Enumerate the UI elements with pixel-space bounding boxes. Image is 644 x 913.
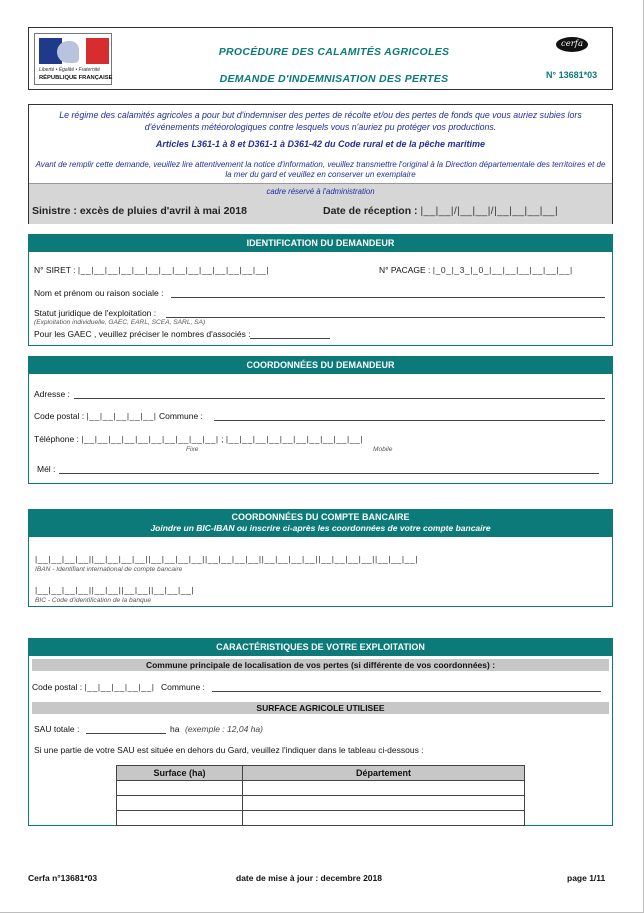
exploitation-cp-field[interactable]: |__|__|__|__|__| [84, 682, 155, 692]
siret-label: N° SIRET : [34, 265, 76, 275]
outside-gard-text: Si une partie de votre SAU est située en dehors du Gard, veuillez l'indiquer dans le tableau ci-dessous : [34, 745, 424, 755]
date-reception-label: Date de réception : [323, 205, 418, 217]
siret-row [34, 265, 269, 275]
phone-fixe-field[interactable]: |__|__|__|__|__|__|__|__|__|__| [81, 434, 219, 444]
footer-update-date: date de mise à jour : decembre 2018 [236, 873, 382, 883]
sau-example: (exemple : 12,04 ha) [185, 724, 263, 734]
mobile-caption: Mobile [373, 446, 393, 453]
admin-reserved-box [29, 183, 612, 224]
form-header [28, 27, 613, 90]
identification-section [28, 234, 613, 346]
bank-section [28, 509, 613, 607]
bank-heading: COORDONNÉES DU COMPTE BANCAIRE [231, 512, 410, 522]
mel-field[interactable] [59, 473, 599, 474]
bank-heading-block [29, 510, 612, 537]
statut-label: Statut juridique de l'exploitation : [34, 308, 157, 318]
table-header-departement: Département [243, 766, 525, 781]
address-field[interactable] [74, 398, 605, 399]
name-label: Nom et prénom ou raison sociale : [34, 288, 164, 298]
exploitation-heading: CARACTÉRISTIQUES DE VOTRE EXPLOITATION [29, 639, 612, 656]
pacage-field[interactable]: |_0_|_3_|_0_|__|__|__|__|__|__| [432, 265, 573, 275]
sau-bar: SURFACE AGRICOLE UTILISEE [32, 702, 609, 714]
sau-unit: ha [170, 724, 180, 734]
cp-label: Code postal : [34, 411, 85, 421]
pacage-row [379, 265, 573, 275]
date-reception-field[interactable]: |__|__|/|__|__|/|__|__|__|__| [420, 206, 559, 217]
exploitation-cp-label: Code postal : [32, 682, 83, 692]
exploitation-commune-label: Commune : [160, 682, 205, 692]
fixe-caption: Fixe [186, 446, 199, 453]
iban-caption: IBAN - Identifiant international de compte bancaire [35, 566, 183, 573]
phone-row [34, 434, 363, 444]
statut-field[interactable] [166, 317, 605, 318]
bic-caption: BIC - Code d'identification de la banque [35, 597, 151, 604]
exploitation-cp-row [32, 682, 205, 692]
logo-motto: Liberté • Égalité • Fraternité [39, 67, 101, 73]
exploitation-commune-field[interactable] [212, 691, 601, 692]
table-row [117, 811, 525, 826]
statut-hint: (Exploitation individuelle, GAEC, EARL, SCEA, SARL, SA) [34, 319, 206, 326]
exploitation-section [28, 638, 613, 826]
marianne-flag-icon [39, 38, 109, 64]
address-label: Adresse : [34, 389, 70, 399]
intro-articles: Articles L361-1 à 8 et D361-1 à D361-42 du Code rural et de la pêche maritime [155, 139, 486, 149]
sinistre-label: Sinistre : excès de pluies d'avril à mai 2018 [32, 205, 247, 217]
cp-field[interactable]: |__|__|__|__|__| [86, 411, 157, 421]
table-row [117, 796, 525, 811]
admin-caption: cadre réservé à l'administration [266, 187, 375, 196]
name-field[interactable] [171, 297, 605, 298]
footer-page-number: page 1/11 [567, 873, 606, 883]
iban-field[interactable]: |__|__|__|__||__|__|__|__||__|__|__|__||__|__|__|__||__|__|__|__||__|__|__|__||__|__|__| [35, 554, 419, 564]
surface-cell[interactable] [117, 796, 243, 811]
pacage-label: N° PACAGE : [379, 265, 431, 275]
commune-bar: Commune principale de localisation de vos pertes (si différente de vos coordonnées) : [32, 659, 609, 671]
table-header-surface: Surface (ha) [117, 766, 243, 781]
gaec-field[interactable] [250, 338, 330, 339]
surface-cell[interactable] [117, 811, 243, 826]
date-reception [323, 205, 558, 217]
sau-field[interactable] [86, 733, 166, 734]
footer-cerfa: Cerfa n°13681*03 [28, 873, 98, 883]
mel-label: Mél : [37, 464, 56, 474]
cp-row [34, 411, 203, 421]
intro-box [28, 104, 613, 224]
intro-instructions: Avant de remplir cette demande, veuillez lire attentivement la notice d'information, veuillez transmettre l'original à la Direction départementale des territoires et de la mer du gard et veuillez en conserver un exemplaire [35, 160, 606, 179]
commune-label: Commune : [158, 411, 203, 421]
bic-field[interactable]: |__|__|__|__||__|__||__|__||__|__|__| [35, 585, 195, 595]
form-title-line1: PROCÉDURE DES CALAMITÉS AGRICOLES [218, 46, 450, 58]
republique-francaise-logo [34, 33, 112, 85]
cerfa-logo: cerfa [556, 37, 588, 52]
coordonnees-section [28, 356, 613, 484]
gaec-label: Pour les GAEC , veuillez préciser le nombres d'associés : [34, 329, 251, 339]
sau-label: SAU totale : [34, 724, 80, 734]
coordonnees-heading: COORDONNÉES DU DEMANDEUR [29, 357, 612, 374]
commune-field[interactable] [214, 420, 605, 421]
siret-field[interactable]: |__|__|__|__|__|__|__|__|__|__|__|__|__|__| [77, 265, 270, 275]
phone-mobile-field[interactable]: |__|__|__|__|__|__|__|__|__|__| [225, 434, 364, 444]
logo-republic: RÉPUBLIQUE FRANÇAISE [39, 75, 113, 81]
intro-paragraph: Le régime des calamités agricoles a pour but d'indemniser des pertes de récolte et/ou des pertes de fonds que vous auriez subies lors d'événements météorologiques contre lesquels vous n'auriez pu protéger vos productions. [59, 110, 582, 132]
phone-label: Téléphone : [34, 434, 79, 444]
departement-cell[interactable] [243, 781, 525, 796]
table-row [117, 781, 525, 796]
departement-cell[interactable] [243, 811, 525, 826]
phone-separator: ; [221, 434, 224, 444]
identification-heading: IDENTIFICATION DU DEMANDEUR [29, 235, 612, 252]
outside-sau-table [116, 765, 525, 826]
cerfa-number: N° 13681*03 [546, 70, 598, 80]
departement-cell[interactable] [243, 796, 525, 811]
surface-cell[interactable] [117, 781, 243, 796]
bank-subheading: Joindre un BIC-IBAN ou inscrire ci-après les coordonnées de votre compte bancaire [150, 523, 491, 533]
form-title-line2: DEMANDE D'INDEMNISATION DES PERTES [219, 73, 449, 85]
